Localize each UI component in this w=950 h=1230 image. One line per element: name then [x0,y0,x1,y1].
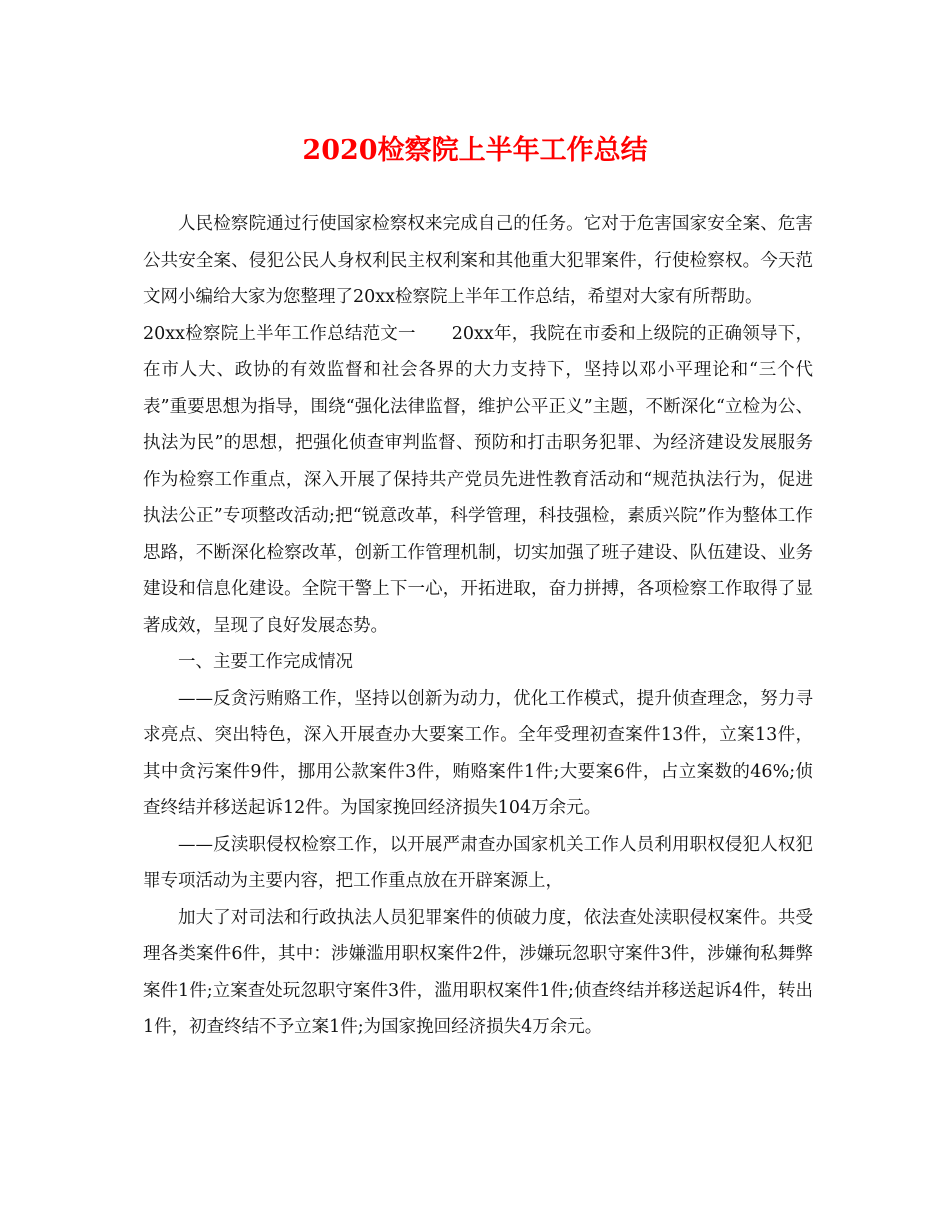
sample-paragraph [143,316,813,645]
malfeasance-paragraph: ——反渎职侵权检察工作，以开展严肃查办国家机关工作人员利用职权侵犯人权犯罪专项活动为主要内容，把工作重点放在开辟案源上， [143,834,813,891]
sample-lead: 20xx年，我院在市委和上级院的正确领导 [451,323,778,344]
section-heading: 一、主要工作完成情况 [178,652,353,672]
sample-body: 下，在市人大、政协的有效监督和社会各界的大力支持下，坚持以邓小平理论和“三个代表”重要思想为指导，围绕“强化法律监督，维护公平正义”主题，不断深化“立检为公、执法为民”的思想，把强化侦查审判监督、预防和打击职务犯罪、为经济建设发展服务作为检察工作重点，深入开展了保持共产党员先进性教育活动和“规范执法行为，促进执法公正”专项整改活动;把“锐意改革，科学管理，科技强检，素质兴院”作为整体工作思路，不断深化检察改革，创新工作管理机制，切实加强了班子建设、队伍建设、业务建设和信息化建设。全院干警上下一心，开拓进取，奋力拼搏，各项检察工作取得了显著成效，呈现了良好发展态势。 [143,323,813,636]
intro-paragraph: 人民检察院通过行使国家检察权来完成自己的任务。它对于危害国家安全案、危害公共安全案、侵犯公民人身权利民主权利案和其他重大犯罪案件，行使检察权。今天范文网小编给大家为您整理了20xx检察院上半年工作总结，希望对大家有所帮助。 [143,214,813,307]
anticorruption-paragraph: ——反贪污贿赂工作，坚持以创新为动力，优化工作模式，提升侦查理念，努力寻求亮点、突出特色，深入开展查办大要案工作。全年受理初查案件13件，立案13件，其中贪污案件9件，挪用公款案件3件，贿赂案件1件;大要案6件，占立案数的46%;侦查终结并移送起诉12件。为国家挽回经济损失104万余元。 [143,688,813,818]
sample-label: 20xx检察院上半年工作总结范文一 [143,323,416,344]
document-title: 2020检察院上半年工作总结 [302,135,648,166]
intensify-paragraph: 加大了对司法和行政执法人员犯罪案件的侦破力度，依法查处渎职侵权案件。共受理各类案件6件，其中：涉嫌滥用职权案件2件，涉嫌玩忽职守案件3件，涉嫌徇私舞弊案件1件;立案查处玩忽职守案件3件，滥用职权案件1件;侦查终结并移送起诉4件，转出1件，初查终结不予立案1件;为国家挽回经济损失4万余元。 [143,907,813,1037]
document-body [143,206,813,1046]
